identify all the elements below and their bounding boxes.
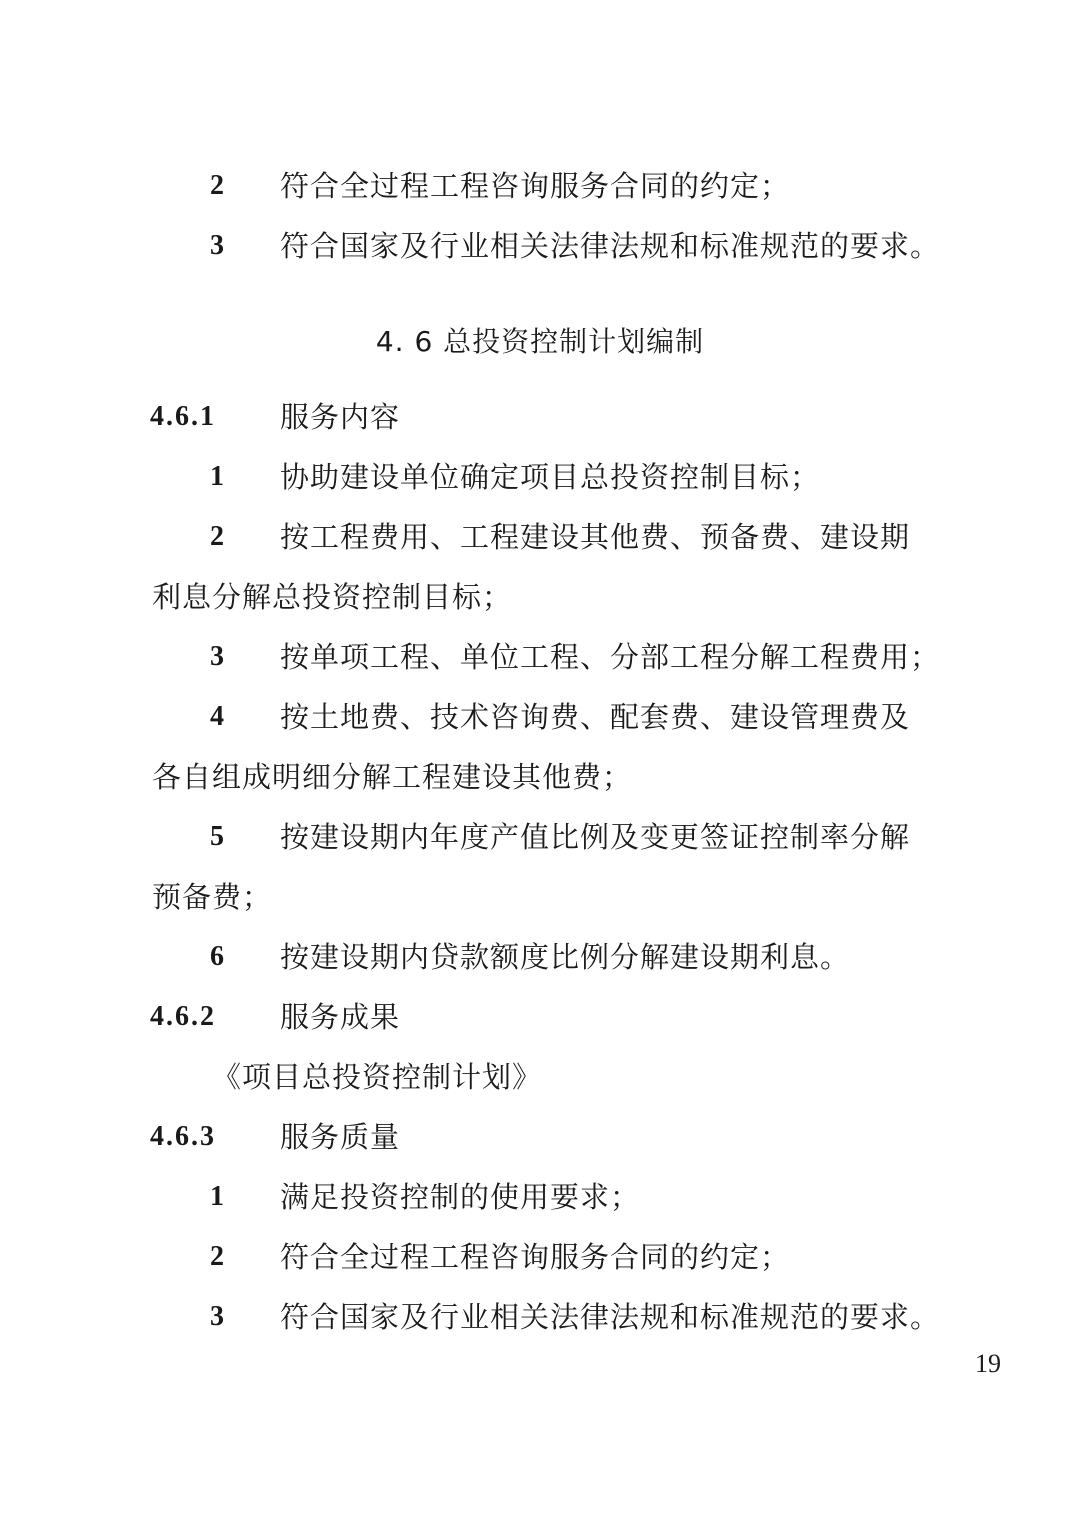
- section-heading: 4. 6 总投资控制计划编制: [375, 325, 705, 358]
- item-number: 1: [210, 1181, 224, 1212]
- item-number: 3: [210, 230, 224, 261]
- item-text: 符合国家及行业相关法律法规和标准规范的要求。: [280, 229, 941, 263]
- subsection-title: 服务质量: [280, 1120, 401, 1154]
- item-text: 按单项工程、单位工程、分部工程分解工程费用；: [280, 640, 941, 674]
- item-text: 协助建设单位确定项目总投资控制目标；: [280, 460, 821, 494]
- item-number: 2: [210, 521, 224, 552]
- subsection-title: 服务内容: [280, 400, 401, 434]
- item-number: 6: [210, 941, 224, 972]
- item-text: 按土地费、技术咨询费、配套费、建设管理费及: [280, 700, 911, 734]
- item-text-continued: 利息分解总投资控制目标；: [152, 580, 513, 614]
- item-text-continued: 各自组成明细分解工程建设其他费；: [152, 760, 633, 794]
- item-text: 符合国家及行业相关法律法规和标准规范的要求。: [280, 1300, 941, 1334]
- item-number: 5: [210, 821, 224, 852]
- item-text: 按建设期内贷款额度比例分解建设期利息。: [280, 940, 851, 974]
- item-text: 满足投资控制的使用要求；: [280, 1180, 641, 1214]
- item-number: 4: [210, 701, 224, 732]
- item-number: 2: [210, 170, 224, 201]
- item-text: 符合全过程工程咨询服务合同的约定；: [280, 1240, 791, 1274]
- item-text: 符合全过程工程咨询服务合同的约定；: [280, 169, 791, 203]
- item-number: 2: [210, 1241, 224, 1272]
- item-text: 按工程费用、工程建设其他费、预备费、建设期: [280, 520, 911, 554]
- item-number: 3: [210, 641, 224, 672]
- subsection-title: 服务成果: [280, 1000, 401, 1034]
- subsection-number: 4.6.3: [150, 1121, 216, 1152]
- item-number: 3: [210, 1301, 224, 1332]
- subsection-number: 4.6.1: [150, 401, 216, 432]
- item-text-continued: 预备费；: [152, 880, 273, 914]
- page-number: 19: [975, 1349, 1001, 1378]
- item-number: 1: [210, 461, 224, 492]
- item-text: 按建设期内年度产值比例及变更签证控制率分解: [280, 820, 911, 854]
- subsection-number: 4.6.2: [150, 1001, 216, 1032]
- result-document-title: 《项目总投资控制计划》: [212, 1060, 543, 1094]
